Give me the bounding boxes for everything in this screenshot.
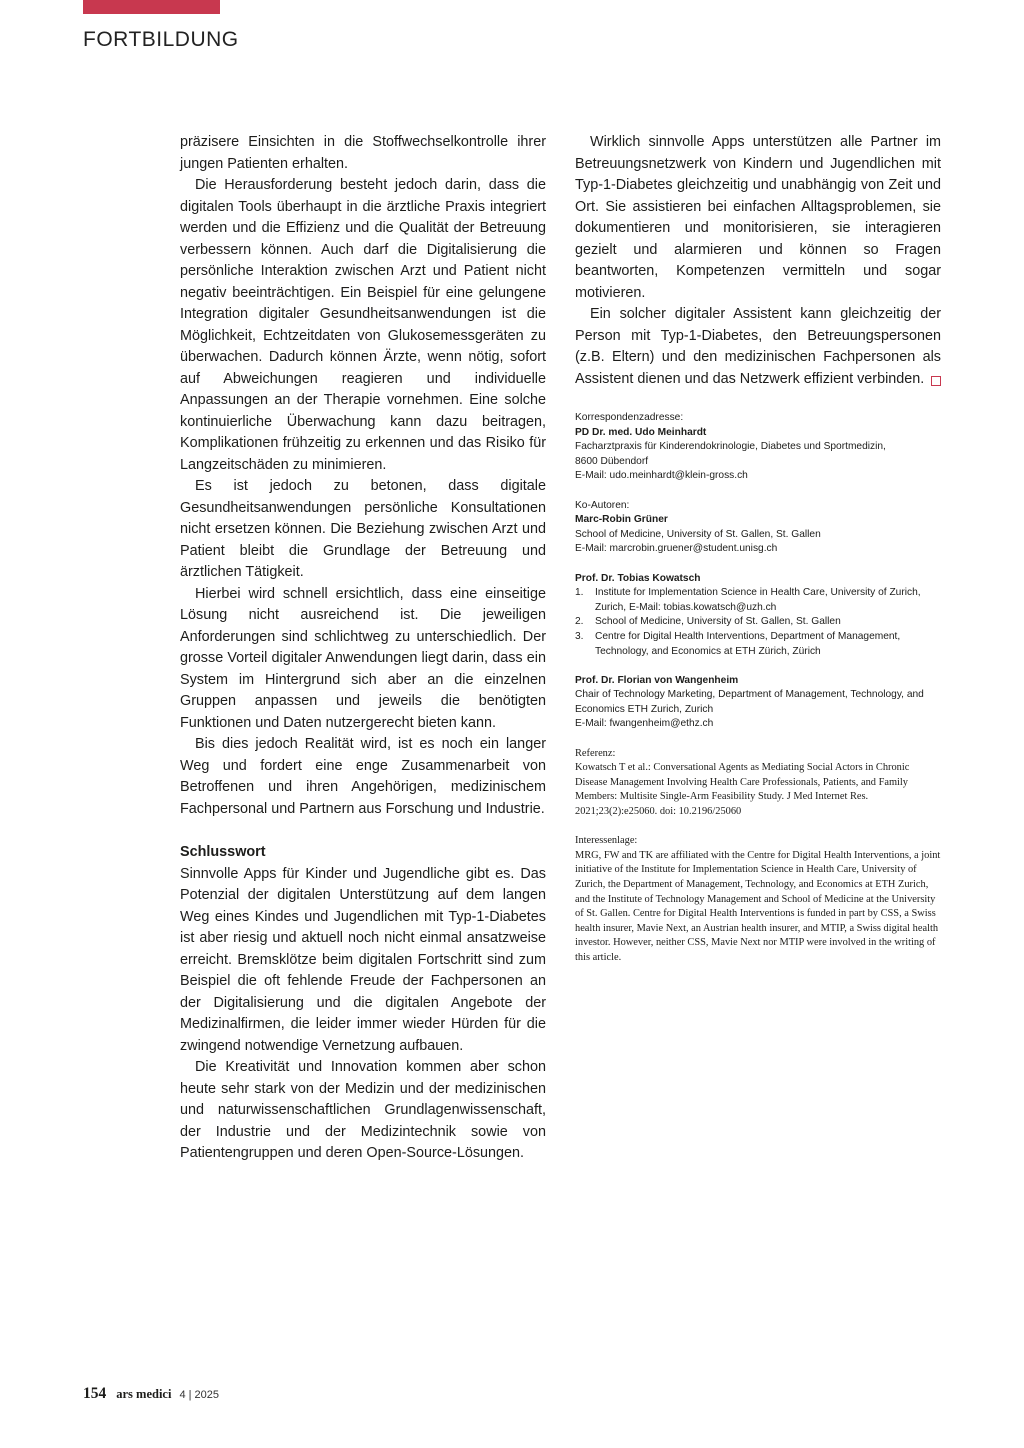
- list-item: [575, 630, 941, 659]
- coauthor-email: E-Mail: fwangenheim@ethz.ch: [575, 718, 714, 730]
- correspondence-address: Facharztpraxis für Kinderendokrinologie, Diabetes und Sportmedizin,: [575, 441, 886, 453]
- paragraph: Die Herausforderung besteht jedoch darin, dass die digitalen Tools überhaupt in die ärztliche Praxis integriert werden und die Effizienz und die Qualität der Betreuung verbessern können. Auch darf die Digitalisierung die persönliche Interaktion zwischen Arzt und Patient nicht negativ beeinträchtigen. Ein Beispiel für eine gelungene Integration digitaler Gesundheitsanwendungen ist die Möglichkeit, Echtzeitdaten von Glukosemessgeräten zu überwachen. Dadurch können Ärzte, wenn nötig, sofort auf Abweichungen reagieren und individuelle Anpassungen an der Therapie vornehmen. Eine solche kontinuierliche Überwachung kann dazu beitragen, Komplikationen frühzeitig zu erkennen und das Risiko für Langzeitschäden zu minimieren.: [180, 177, 546, 473]
- list-number: 3.: [575, 630, 584, 642]
- coauthors-block: [575, 499, 941, 733]
- interests-text: MRG, FW and TK are affiliated with the Centre for Digital Health Interventions, a joint initiative of the Institute for Implementation Science in Health Care, University of Zurich, the Department of Management, Technology, and Economics at ETH Zurich, and the Institute of Technology Management and School of Medicine at the University of St. Gallen. Centre for Digital Health Interventions is funded in part by CSS, a Swiss health insurer, Mavie Next, an Austrian health insurer, and MTIP, a Swiss digital health investor. However, neither CSS, Mavie Next nor MTIP were involved in the writing of this article.: [575, 849, 941, 963]
- coauthor-affiliation: School of Medicine, University of St. Gallen, St. Gallen: [575, 528, 821, 540]
- list-text: School of Medicine, University of St. Gallen, St. Gallen: [595, 616, 841, 628]
- section-title: FORTBILDUNG: [83, 28, 239, 51]
- paragraph: Bis dies jedoch Realität wird, ist es noch ein langer Weg und fordert eine enge Zusammenarbeit von Betroffenen und ihren Angehörigen, medizinischem Fachpersonal und Partnern aus Forschung und Industrie.: [180, 736, 546, 817]
- right-column: [575, 132, 941, 966]
- coauthor-affiliation: Chair of Technology Marketing, Department of Management, Technology, and Economics ETH Zurich, Zurich: [575, 689, 924, 715]
- reference-label: Referenz:: [575, 747, 616, 759]
- section-color-bar: [83, 0, 220, 14]
- section-heading: Schlusswort: [180, 844, 266, 860]
- correspondence-block: [575, 411, 941, 484]
- list-number: 1.: [575, 587, 584, 599]
- correspondence-email: E-Mail: udo.meinhardt@klein-gross.ch: [575, 470, 748, 482]
- interests-label: Interessenlage:: [575, 835, 638, 847]
- paragraph: präzisere Einsichten in die Stoffwechselkontrolle ihrer jungen Patienten erhalten.: [180, 134, 546, 172]
- coauthor-name: Prof. Dr. Florian von Wangenheim: [575, 674, 739, 686]
- paragraph-text: Ein solcher digitaler Assistent kann gleichzeitig der Person mit Typ-1-Diabetes, den Betreuungspersonen (z.B. Eltern) und den medizinischen Fachpersonen als Assistent dienen und das Netzwerk effizient verbinden.: [575, 306, 941, 387]
- magazine-name: ars medici: [116, 1387, 172, 1401]
- interests-block: [575, 834, 941, 965]
- paragraph: Sinnvolle Apps für Kinder und Jugendliche gibt es. Das Potenzial der digitalen Unterstützung auf dem langen Weg eines Kindes und Jugendlichen mit Typ-1-Diabetes ist aber riesig und aktuell noch nicht einmal ansatzweise erreicht. Bremsklötze beim digitalen Fortschritt sind zum Beispiel die oft fehlende Freude der Fachpersonen an der Digitalisierung und die digitalen Angebote der Medizinalfirmen, die leider immer wieder Hürden für die zwingend notwendige Vernetzung aufbauen.: [180, 865, 546, 1054]
- list-text: Centre for Digital Health Interventions, Department of Management, Technology, and Economics at ETH Zürich, Zürich: [595, 630, 901, 657]
- left-column: [180, 132, 546, 1165]
- paragraph: Hierbei wird schnell ersichtlich, dass eine einseitige Lösung nicht ausreichend ist. Die jeweiligen Anforderungen sind schlichtweg zu unterschiedlich. Der grosse Vorteil digitaler Anwendungen liegt darin, dass ein System im Hintergrund sich aber an die einzelnen Gruppen anpassen und jeweils die benötigten Funktionen und Daten nutzergerecht bieten kann.: [180, 585, 546, 731]
- coauthor-name: Marc-Robin Grüner: [575, 514, 668, 526]
- end-of-article-icon: [931, 376, 941, 386]
- paragraph: Die Kreativität und Innovation kommen aber schon heute sehr stark von der Medizin und der medizinischen und naturwissenschaftlichen Grundlagenwissenschaft, der Industrie und der Medizintechnik sowie von Patientengruppen und deren Open-Source-Lösungen.: [180, 1059, 546, 1161]
- coauthor-email: E-Mail: marcrobin.gruener@student.unisg.ch: [575, 543, 778, 555]
- correspondence-city: 8600 Dübendorf: [575, 455, 649, 467]
- page-number: 154: [83, 1385, 107, 1402]
- list-item: [575, 615, 941, 630]
- list-item: [575, 586, 941, 615]
- reference-block: [575, 747, 941, 820]
- correspondence-name: PD Dr. med. Udo Meinhardt: [575, 426, 707, 438]
- coauthor-name: Prof. Dr. Tobias Kowatsch: [575, 572, 701, 584]
- page-footer: [83, 1385, 219, 1403]
- paragraph: Wirklich sinnvolle Apps unterstützen alle Partner im Betreuungsnetzwerk von Kindern und Jugendlichen mit Typ-1-Diabetes gleichzeitig und unabhängig von Zeit und Ort. Sie assistieren bei einfachen Alltagsproblemen, sie dokumentieren und monitorisieren, sie interagieren gezielt und alarmieren und können so Fragen beantworten, Kompetenzen vermitteln und sogar motivieren.: [575, 134, 941, 301]
- list-number: 2.: [575, 616, 584, 628]
- list-text: Institute for Implementation Science in Health Care, University of Zurich, Zurich, E-Mail: tobias.kowatsch@uzh.ch: [595, 587, 921, 613]
- coauthors-label: Ko-Autoren:: [575, 499, 630, 511]
- paragraph: Es ist jedoch zu betonen, dass digitale Gesundheitsanwendungen persönliche Konsultationen nicht ersetzen können. Die Beziehung zwischen Arzt und Patient bleibt die Grundlage der Betreuung und ärztlichen Tätigkeit.: [180, 478, 546, 580]
- issue-info: 4 | 2025: [179, 1389, 220, 1401]
- reference-text: Kowatsch T et al.: Conversational Agents as Mediating Social Actors in Chronic Disease Management Involving Health Care Professionals, Patients, and Family Members: Multisite Single-Arm Feasibility Study. J Med Internet Res. 2021;23(2):e25060. doi: 10.2196/25060: [575, 762, 910, 818]
- correspondence-label: Korrespondenzadresse:: [575, 412, 684, 423]
- affiliation-list: [575, 586, 941, 659]
- paragraph-final: [575, 304, 941, 390]
